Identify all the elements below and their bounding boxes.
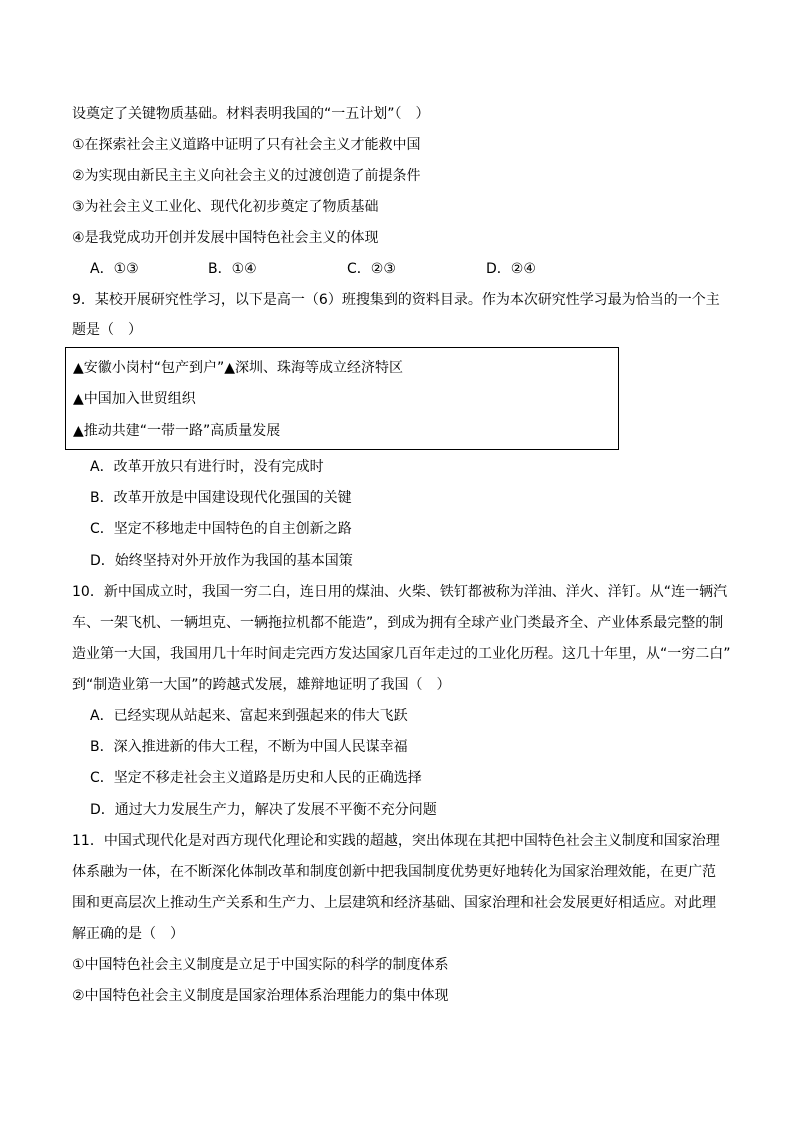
q9-stem-line-2: 题是（ ） — [72, 322, 142, 338]
q8-statement-2: ②为实现由新民主主义向社会主义的过渡创造了前提条件 — [72, 168, 421, 184]
q11-statement-2: ②中国特色社会主义制度是国家治理体系治理能力的集中体现 — [72, 988, 449, 1004]
q10-option-b: B．深入推进新的伟大工程，不断为中国人民谋幸福 — [90, 739, 408, 755]
q9-box-item-3: ▲推动共建“一带一路”高质量发展 — [73, 423, 281, 439]
q9-stem-line-1: 9．某校开展研究性学习，以下是高一（6）班搜集到的资料目录。作为本次研究性学习最为恰当的一个主 — [72, 292, 720, 308]
q10-stem-line-1: 10．新中国成立时，我国一穷二白，连日用的煤油、火柴、铁钉都被称为洋油、洋火、洋钉。从“连一辆汽 — [72, 584, 728, 600]
q10-stem-line-2: 车、一架飞机、一辆坦克、一辆拖拉机都不能造”，到成为拥有全球产业门类最齐全、产业体系最完整的制 — [72, 615, 724, 631]
q9-box-item-2: ▲中国加入世贸组织 — [73, 391, 196, 407]
q9-option-b: B．改革开放是中国建设现代化强国的关键 — [90, 490, 352, 506]
q11-statement-1: ①中国特色社会主义制度是立足于中国实际的科学的制度体系 — [72, 957, 449, 973]
q9-option-d: D．始终坚持对外开放作为我国的基本国策 — [90, 553, 353, 569]
q8-statement-3: ③为社会主义工业化、现代化初步奠定了物质基础 — [72, 199, 379, 215]
q8-option-c: C．②③ — [347, 261, 396, 277]
q8-option-a: A．①③ — [90, 261, 139, 277]
q9-box-item-1: ▲安徽小岗村“包产到户”▲深圳、珠海等成立经济特区 — [73, 360, 404, 376]
q8-option-b: B．①④ — [208, 261, 257, 277]
q8-statement-4: ④是我党成功开创并发展中国特色社会主义的体现 — [72, 230, 379, 246]
q10-option-d: D．通过大力发展生产力，解决了发展不平衡不充分问题 — [90, 802, 437, 818]
q9-option-a: A．改革开放只有进行时，没有完成时 — [90, 459, 324, 475]
q8-intro-line: 设奠定了关键物质基础。材料表明我国的“一五计划”（ ） — [72, 106, 430, 122]
q9-option-c: C．坚定不移地走中国特色的自主创新之路 — [90, 521, 352, 537]
q10-stem-line-3: 造业第一大国，我国用几十年时间走完西方发达国家几百年走过的工业化历程。这几十年里，从“一穷二白” — [72, 646, 731, 662]
q8-statement-1: ①在探索社会主义道路中证明了只有社会主义才能救中国 — [72, 137, 421, 153]
q9-material-box — [65, 347, 619, 450]
q11-stem-line-3: 围和更高层次上推动生产关系和生产力、上层建筑和经济基础、国家治理和社会发展更好相适应。对此理 — [72, 895, 716, 911]
q8-option-d: D．②④ — [486, 261, 536, 277]
q10-option-c: C．坚定不移走社会主义道路是历史和人民的正确选择 — [90, 770, 422, 786]
q10-stem-line-4: 到“制造业第一大国”的跨越式发展，雄辩地证明了我国（ ） — [72, 677, 451, 693]
q10-option-a: A．已经实现从站起来、富起来到强起来的伟大飞跃 — [90, 708, 408, 724]
q11-stem-line-1: 11．中国式现代化是对西方现代化理论和实践的超越，突出体现在其把中国特色社会主义制度和国家治理 — [72, 833, 720, 849]
q11-stem-line-2: 体系融为一体，在不断深化体制改革和制度创新中把我国制度优势更好地转化为国家治理效能，在更广范 — [72, 864, 716, 880]
q11-stem-line-4: 解正确的是（ ） — [72, 926, 184, 942]
